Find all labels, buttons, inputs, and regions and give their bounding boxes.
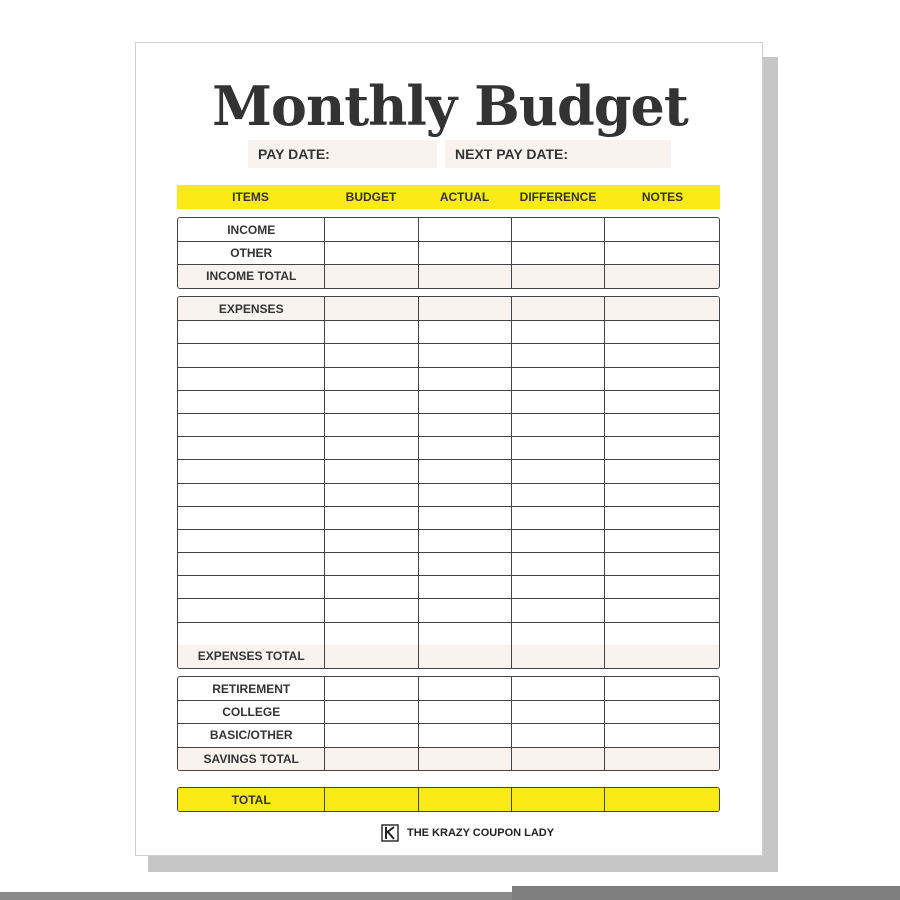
table-row [178, 747, 719, 770]
table-row [178, 622, 719, 645]
notes-cell[interactable] [604, 724, 719, 746]
budget-cell[interactable] [324, 437, 418, 459]
table-row [178, 677, 719, 700]
table-row [178, 241, 719, 264]
actual-cell[interactable] [418, 437, 511, 459]
budget-cell[interactable] [324, 297, 418, 320]
item-cell[interactable] [178, 460, 324, 482]
difference-cell[interactable] [511, 242, 605, 264]
difference-cell[interactable] [511, 391, 605, 413]
actual-cell[interactable] [418, 344, 511, 366]
table-row [178, 575, 719, 598]
krazy-coupon-lady-logo-icon [381, 824, 399, 842]
difference-cell[interactable] [511, 460, 605, 482]
budget-cell[interactable] [324, 701, 418, 723]
income-table [177, 217, 720, 289]
actual-cell[interactable] [418, 576, 511, 598]
notes-cell[interactable] [604, 748, 719, 770]
actual-cell[interactable] [418, 724, 511, 746]
actual-cell[interactable] [418, 623, 511, 645]
difference-cell[interactable] [511, 677, 605, 700]
notes-cell[interactable] [604, 414, 719, 436]
brand-footer [381, 822, 554, 844]
expenses-table [177, 296, 720, 669]
difference-cell[interactable] [511, 507, 605, 529]
actual-cell[interactable] [418, 677, 511, 700]
table-row [178, 264, 719, 287]
actual-cell[interactable] [418, 701, 511, 723]
notes-cell[interactable] [604, 321, 719, 343]
item-cell[interactable] [178, 623, 324, 645]
notes-cell[interactable] [604, 218, 719, 241]
actual-cell[interactable] [418, 507, 511, 529]
notes-cell[interactable] [604, 701, 719, 723]
income-total-label: INCOME TOTAL [206, 269, 297, 284]
table-row [178, 218, 719, 241]
difference-cell[interactable] [511, 599, 605, 621]
table-row [178, 700, 719, 723]
difference-cell[interactable] [511, 576, 605, 598]
actual-cell[interactable] [418, 391, 511, 413]
difference-cell[interactable] [511, 748, 605, 770]
difference-cell[interactable] [511, 368, 605, 390]
actual-cell[interactable] [418, 530, 511, 552]
notes-cell[interactable] [604, 265, 719, 287]
item-cell[interactable] [178, 484, 324, 506]
actual-cell[interactable] [418, 553, 511, 575]
savings-table [177, 676, 720, 771]
expenses-header-label: EXPENSES [218, 301, 284, 316]
grand-total-label: TOTAL [231, 792, 271, 807]
difference-cell[interactable] [511, 724, 605, 746]
notes-cell[interactable] [604, 391, 719, 413]
column-header-notes: NOTES [641, 190, 684, 204]
next-pay-date-field[interactable] [445, 140, 671, 168]
bottom-bar-left [0, 892, 560, 900]
budget-cell[interactable] [324, 599, 418, 621]
budget-cell[interactable] [324, 368, 418, 390]
notes-cell[interactable] [604, 599, 719, 621]
actual-cell[interactable] [418, 748, 511, 770]
item-cell[interactable] [178, 553, 324, 575]
item-cell[interactable] [178, 530, 324, 552]
grand-total-table [177, 787, 720, 812]
table-row [178, 552, 719, 575]
other-label: OTHER [230, 246, 273, 261]
notes-cell[interactable] [604, 553, 719, 575]
budget-cell[interactable] [324, 507, 418, 529]
difference-cell[interactable] [511, 297, 605, 320]
difference-cell[interactable] [511, 218, 605, 241]
table-row [178, 413, 719, 436]
notes-cell[interactable] [604, 242, 719, 264]
difference-cell[interactable] [511, 265, 605, 287]
budget-cell[interactable] [324, 748, 418, 770]
item-cell[interactable] [178, 599, 324, 621]
table-row [178, 297, 719, 320]
notes-cell[interactable] [604, 297, 719, 320]
item-cell[interactable] [178, 414, 324, 436]
table-row [178, 598, 719, 621]
expenses-total-label: EXPENSES TOTAL [197, 649, 305, 664]
basic-other-label: BASIC/OTHER [209, 728, 293, 743]
column-header-budget: BUDGET [345, 190, 397, 204]
table-row [178, 645, 719, 668]
difference-cell[interactable] [511, 701, 605, 723]
budget-cell[interactable] [324, 677, 418, 700]
notes-cell[interactable] [604, 484, 719, 506]
table-row [178, 343, 719, 366]
college-label: COLLEGE [222, 705, 281, 720]
item-cell[interactable] [178, 437, 324, 459]
notes-cell[interactable] [604, 460, 719, 482]
table-row [178, 320, 719, 343]
actual-cell[interactable] [418, 460, 511, 482]
budget-cell[interactable] [324, 414, 418, 436]
income-label: INCOME [227, 222, 276, 237]
budget-cell[interactable] [324, 623, 418, 645]
budget-cell[interactable] [324, 788, 418, 811]
actual-cell[interactable] [418, 368, 511, 390]
item-cell[interactable] [178, 507, 324, 529]
notes-cell[interactable] [604, 623, 719, 645]
bottom-bar-right [512, 886, 900, 900]
next-pay-date-label: NEXT PAY DATE: [455, 146, 569, 162]
table-row [178, 506, 719, 529]
column-header-difference: DIFFERENCE [519, 190, 597, 204]
brand-name: THE KRAZY COUPON LADY [407, 827, 555, 839]
column-header-bar [177, 185, 720, 209]
table-row [178, 788, 719, 811]
item-cell[interactable] [178, 391, 324, 413]
difference-cell[interactable] [511, 484, 605, 506]
difference-cell[interactable] [511, 344, 605, 366]
notes-cell[interactable] [604, 677, 719, 700]
budget-cell[interactable] [324, 391, 418, 413]
difference-cell[interactable] [511, 788, 605, 811]
difference-cell[interactable] [511, 645, 605, 668]
difference-cell[interactable] [511, 414, 605, 436]
actual-cell[interactable] [418, 599, 511, 621]
notes-cell[interactable] [604, 368, 719, 390]
actual-cell[interactable] [418, 218, 511, 241]
savings-total-label: SAVINGS TOTAL [203, 751, 299, 766]
difference-cell[interactable] [511, 321, 605, 343]
page-title: Monthly Budget [212, 74, 688, 138]
budget-cell[interactable] [324, 460, 418, 482]
table-row [178, 390, 719, 413]
notes-cell[interactable] [604, 344, 719, 366]
notes-cell[interactable] [604, 530, 719, 552]
actual-cell[interactable] [418, 297, 511, 320]
item-cell[interactable] [178, 344, 324, 366]
budget-cell[interactable] [324, 553, 418, 575]
actual-cell[interactable] [418, 321, 511, 343]
column-header-items: ITEMS [232, 190, 269, 204]
budget-cell[interactable] [324, 576, 418, 598]
budget-cell[interactable] [324, 645, 418, 668]
actual-cell[interactable] [418, 788, 511, 811]
budget-cell[interactable] [324, 344, 418, 366]
difference-cell[interactable] [511, 623, 605, 645]
notes-cell[interactable] [604, 507, 719, 529]
pay-date-label: PAY DATE: [258, 146, 330, 162]
item-cell[interactable] [178, 576, 324, 598]
table-row [178, 436, 719, 459]
actual-cell[interactable] [418, 484, 511, 506]
table-row [178, 723, 719, 746]
item-cell[interactable] [178, 321, 324, 343]
actual-cell[interactable] [418, 645, 511, 668]
actual-cell[interactable] [418, 265, 511, 287]
actual-cell[interactable] [418, 414, 511, 436]
notes-cell[interactable] [604, 576, 719, 598]
table-row [178, 483, 719, 506]
budget-cell[interactable] [324, 321, 418, 343]
table-row [178, 459, 719, 482]
difference-cell[interactable] [511, 553, 605, 575]
budget-cell[interactable] [324, 265, 418, 287]
difference-cell[interactable] [511, 437, 605, 459]
pay-date-field[interactable] [248, 140, 437, 168]
table-row [178, 529, 719, 552]
budget-cell[interactable] [324, 218, 418, 241]
notes-cell[interactable] [604, 437, 719, 459]
item-cell[interactable] [178, 368, 324, 390]
notes-cell[interactable] [604, 788, 719, 811]
budget-cell[interactable] [324, 242, 418, 264]
budget-cell[interactable] [324, 484, 418, 506]
retirement-label: RETIREMENT [212, 681, 291, 696]
difference-cell[interactable] [511, 530, 605, 552]
actual-cell[interactable] [418, 242, 511, 264]
table-row [178, 367, 719, 390]
budget-cell[interactable] [324, 530, 418, 552]
notes-cell[interactable] [604, 645, 719, 668]
budget-cell[interactable] [324, 724, 418, 746]
column-header-actual: ACTUAL [439, 190, 490, 204]
